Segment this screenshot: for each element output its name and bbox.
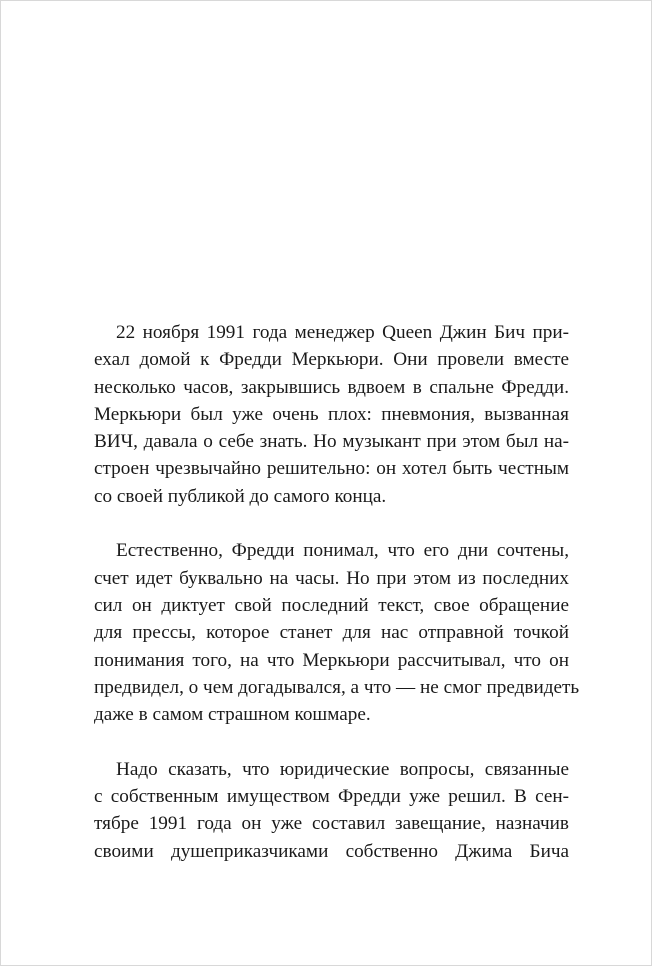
text-line: для прессы, которое станет для нас отправной точкой (94, 622, 569, 644)
text-line: понимания того, на что Меркьюри рассчитывал, что он (94, 649, 569, 671)
text-line: несколько часов, закрывшись вдвоем в спальне Фредди. (94, 376, 569, 398)
text-line: счет идет буквально на часы. Но при этом из последних (94, 567, 569, 589)
paragraph (94, 319, 569, 510)
text-line: со своей публикой до самого конца. (94, 485, 387, 507)
text-line: строен чрезвычайно решительно: он хотел быть честным (94, 458, 569, 480)
text-line: ехал домой к Фредди Меркьюри. Они провели вместе (94, 349, 569, 371)
paragraph (94, 756, 569, 865)
text-line: тябре 1991 года он уже составил завещание, назначив (94, 813, 569, 835)
text-line: предвидел, о чем догадывался, а что — не смог предвидеть (94, 676, 580, 698)
text-line: своими душеприказчиками собственно Джима Бича (94, 840, 569, 862)
paragraph (94, 537, 580, 728)
text-line: даже в самом страшном кошмаре. (94, 704, 371, 726)
text-line: 22 ноября 1991 года менеджер Queen Джин Бич при- (116, 322, 569, 343)
paragraph-spacer (94, 728, 569, 755)
text-line: сил он диктует свой последний текст, свое обращение (94, 594, 569, 616)
text-line: Естественно, Фредди понимал, что его дни сочтены, (116, 540, 569, 562)
paragraph-spacer (94, 510, 569, 537)
text-line: Надо сказать, что юридические вопросы, связанные (116, 758, 569, 780)
body-text (94, 319, 580, 865)
text-line: Меркьюри был уже очень плох: пневмония, вызванная (94, 403, 569, 425)
text-line: с собственным имуществом Фредди уже решил. В сен- (94, 786, 569, 808)
text-line: ВИЧ, давала о себе знать. Но музыкант при этом был на- (94, 431, 569, 453)
